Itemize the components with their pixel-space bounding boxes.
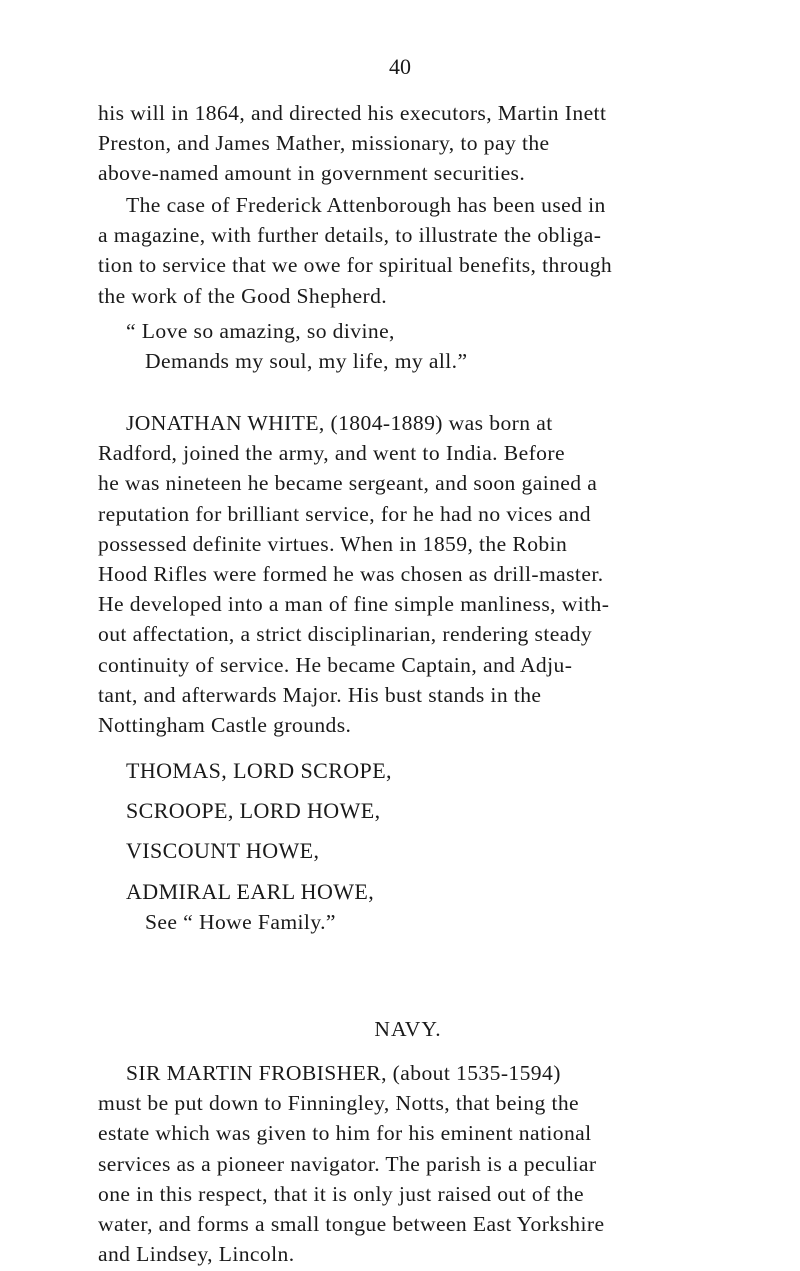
text-line: services as a pioneer navigator. The parish is a peculiar bbox=[98, 1151, 597, 1176]
text-line: reputation for brilliant service, for he had no vices and bbox=[98, 501, 591, 526]
text-line: Preston, and James Mather, missionary, to pay the bbox=[98, 131, 550, 156]
paragraph-frobisher bbox=[98, 1058, 718, 1269]
cross-reference: See “ Howe Family.” bbox=[145, 909, 336, 934]
text-line: The case of Frederick Attenborough has been used in bbox=[126, 193, 606, 217]
text-line: Hood Rifles were formed he was chosen as drill-master. bbox=[98, 562, 604, 587]
verse-line: Demands my soul, my life, my all.” bbox=[145, 349, 468, 374]
text-line: a magazine, with further details, to illustrate the obliga- bbox=[98, 223, 602, 248]
text-line: water, and forms a small tongue between East Yorkshire bbox=[98, 1212, 605, 1237]
entry-heading: THOMAS, LORD SCROPE, bbox=[126, 758, 392, 783]
paragraph-jonathan-white bbox=[98, 408, 718, 740]
text-line: and Lindsey, Lincoln. bbox=[98, 1242, 295, 1267]
entry-heading: VISCOUNT HOWE, bbox=[126, 838, 320, 864]
text-line: his will in 1864, and directed his executors, Martin Inett bbox=[98, 101, 607, 125]
text-line: one in this respect, that it is only just raised out of the bbox=[98, 1181, 584, 1206]
howe-entry bbox=[98, 756, 718, 937]
entry-heading: SCROOPE, LORD HOWE, bbox=[126, 798, 381, 824]
verse-quote bbox=[98, 316, 718, 376]
text-line: above-named amount in government securities. bbox=[98, 161, 526, 186]
page-number: 40 bbox=[389, 54, 411, 79]
entry-heading: ADMIRAL EARL HOWE, bbox=[126, 878, 375, 904]
text-line: SIR MARTIN FROBISHER, (about 1535-1594) bbox=[126, 1061, 561, 1085]
text-line: out affectation, a strict disciplinarian, rendering steady bbox=[98, 622, 593, 647]
paragraph-attenborough bbox=[98, 190, 718, 311]
paragraph-will bbox=[98, 98, 718, 189]
verse-line: “ Love so amazing, so divine, bbox=[126, 319, 395, 343]
text-line: tion to service that we owe for spiritual benefits, through bbox=[98, 253, 613, 278]
text-line: the work of the Good Shepherd. bbox=[98, 283, 388, 308]
text-line: Nottingham Castle grounds. bbox=[98, 713, 352, 738]
text-line: must be put down to Finningley, Notts, that being the bbox=[98, 1091, 580, 1116]
text-line: he was nineteen he became sergeant, and soon gained a bbox=[98, 471, 598, 496]
text-line: continuity of service. He became Captain, and Adju- bbox=[98, 652, 573, 677]
text-line: tant, and afterwards Major. His bust stands in the bbox=[98, 682, 542, 707]
text-line: Radford, joined the army, and went to India. Before bbox=[98, 441, 565, 466]
text-line: estate which was given to him for his eminent national bbox=[98, 1121, 592, 1146]
section-title: NAVY. bbox=[374, 1017, 442, 1041]
text-line: possessed definite virtues. When in 1859, the Robin bbox=[98, 531, 568, 556]
text-line: JONATHAN WHITE, (1804-1889) was born at bbox=[126, 411, 553, 435]
section-navy bbox=[98, 1014, 718, 1044]
text-line: He developed into a man of fine simple manliness, with- bbox=[98, 592, 610, 617]
